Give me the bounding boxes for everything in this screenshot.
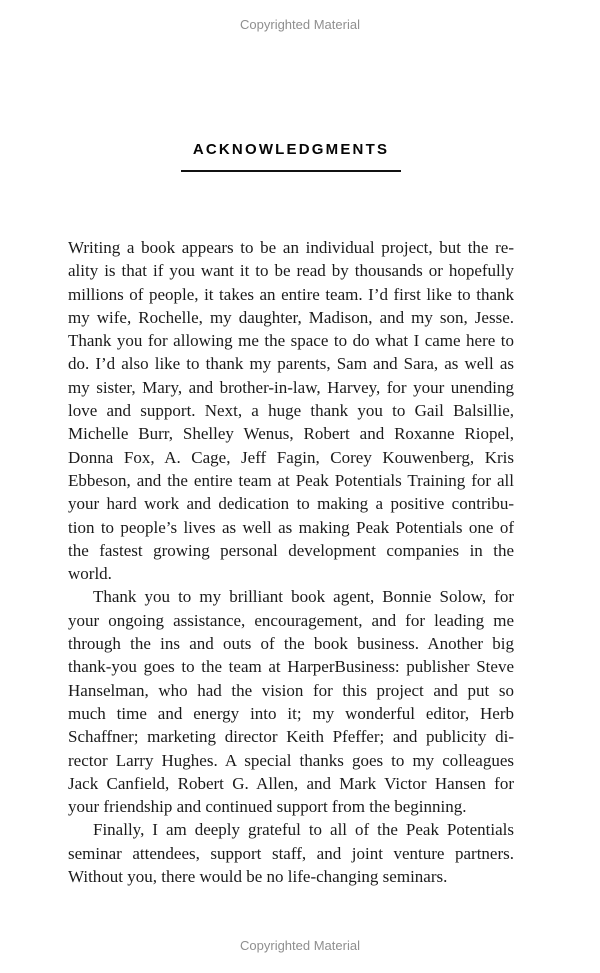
- text-line: much time and energy into it; my wonderful editor, Herb: [68, 703, 514, 723]
- text-line: Donna Fox, A. Cage, Jeff Fagin, Corey Kouwenberg, Kris: [68, 447, 514, 467]
- text-line: do. I’d also like to thank my parents, Sam and Sara, as well as: [68, 354, 514, 374]
- copyright-notice-top: Copyrighted Material: [240, 17, 360, 32]
- text-line: Schaffner; marketing director Keith Pfeffer; and publicity di-: [68, 727, 514, 747]
- text-line: Thank you to my brilliant book agent, Bonnie Solow, for: [93, 587, 514, 607]
- text-line: love and support. Next, a huge thank you to Gail Balsillie,: [68, 401, 514, 421]
- page-title: ACKNOWLEDGMENTS: [192, 141, 390, 158]
- text-line: Finally, I am deeply grateful to all of the Peak Potentials: [93, 820, 514, 840]
- paragraph: [68, 236, 514, 585]
- text-line: my sister, Mary, and brother-in-law, Harvey, for your unending: [68, 377, 514, 397]
- text-line: thank-you goes to the team at HarperBusiness: publisher Steve: [68, 657, 514, 677]
- heading-rule: [181, 170, 401, 172]
- text-line: the fastest growing personal development companies in the: [68, 540, 514, 560]
- text-line: millions of people, it takes an entire team. I’d first like to thank: [68, 284, 514, 304]
- text-line: ality is that if you want it to be read by thousands or hopefully: [68, 261, 514, 281]
- text-line: Without you, there would be no life-changing seminars.: [68, 867, 448, 887]
- text-line: Hanselman, who had the vision for this project and put so: [68, 680, 514, 700]
- text-line: Ebbeson, and the entire team at Peak Potentials Training for all: [68, 470, 514, 490]
- copyright-notice-bottom: Copyrighted Material: [240, 938, 360, 953]
- text-line: seminar attendees, support staff, and joint venture partners.: [68, 843, 514, 863]
- chapter-heading-block: [68, 142, 514, 172]
- body-text: [68, 236, 514, 888]
- paragraph: [68, 818, 514, 888]
- text-line: world.: [68, 564, 112, 584]
- text-line: Jack Canfield, Robert G. Allen, and Mark Victor Hansen for: [68, 773, 514, 793]
- text-line: your hard work and dedication to making a positive contribu-: [68, 494, 514, 514]
- paragraph: [68, 585, 514, 818]
- text-line: your friendship and continued support from the beginning.: [68, 797, 467, 817]
- text-line: your ongoing assistance, encouragement, and for leading me: [68, 610, 514, 630]
- text-line: through the ins and outs of the book business. Another big: [68, 634, 514, 654]
- text-line: Michelle Burr, Shelley Wenus, Robert and Roxanne Riopel,: [68, 424, 514, 444]
- text-line: rector Larry Hughes. A special thanks goes to my colleagues: [68, 750, 514, 770]
- text-line: Thank you for allowing me the space to do what I came here to: [68, 331, 514, 351]
- text-line: my wife, Rochelle, my daughter, Madison, and my son, Jesse.: [68, 307, 514, 327]
- text-line: Writing a book appears to be an individual project, but the re-: [68, 238, 514, 257]
- text-line: tion to people’s lives as well as making Peak Potentials one of: [68, 517, 514, 537]
